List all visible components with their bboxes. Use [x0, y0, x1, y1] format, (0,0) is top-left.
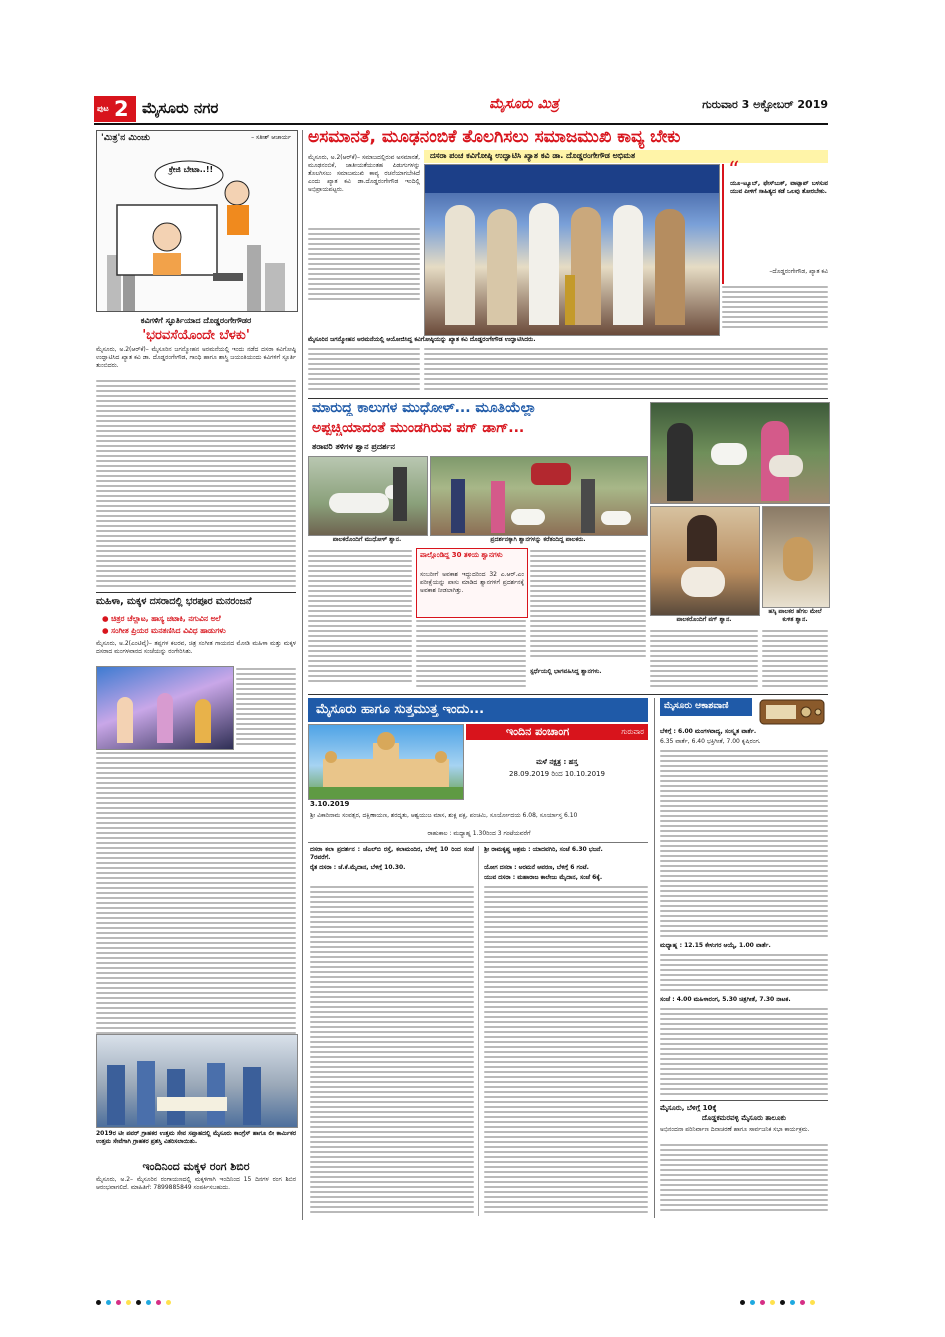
bottom-left-caption: 2019ರ ಟೀ ಪವರ್ ಗ್ರಾಹಕರ ಉತ್ತಮ ಸೇವ ಸಪ್ತಾಹದಲ್ಲಿ ಮೈಸೂರು ಕಾಂಗ್ರೆಸ್ ಹಾಗೂ ಲೀ ಕಾರ್ಮಿಕರ ಉತ್ತಮ ಸೇವೆಗಾಗಿ ಗ್ರಾಹಕರ ಪ್ರಶಸ್ತಿ ವಿತರಿಸಲಾಯಿತು.: [96, 1130, 296, 1145]
radio-line-3: ಮಧ್ಯಾಹ್ನ : 12.15 ಕೇಳುಗರ ಆಯ್ಕೆ, 1.00 ವಾರ್ತೆ.: [660, 942, 771, 949]
cartoon-speech-bubble: ಕ್ರೇಜಿ ಬೇಟಾ..!!: [168, 165, 214, 174]
paper-name: ಮೈಸೂರು ಮಿತ್ರ: [489, 96, 559, 112]
dog-story-col2: [416, 620, 526, 690]
panchanga-date-left: 3.10.2019: [310, 800, 350, 808]
event-3: ಶ್ರೀ ರಾಮಕೃಷ್ಣ ಆಶ್ರಮ : ಯಾದವಗಿರಿ, ಸಂಜೆ 6.30 ಭಜನೆ.: [484, 846, 603, 853]
left-story-body: [96, 380, 296, 590]
dog-photo-group: [430, 456, 648, 536]
women-story-headline: ಮಹಿಳಾ, ಮಕ್ಕಳ ದಸರಾದಲ್ಲಿ ಭರಪೂರ ಮನರಂಜನೆ: [96, 596, 252, 607]
women-story-rule: [96, 592, 296, 593]
main-subhead: ದಸರಾ ಪಂಚ ಕವಿಗೋಷ್ಠಿ ಉದ್ಘಾಟಿಸಿ ಖ್ಯಾತ ಕವಿ ಡಾ. ದೊಡ್ಡರಂಗೇಗೌಡ ಅಭಿಮತ: [430, 151, 636, 160]
women-story-bullet-1: ● ಚಿತ್ರರ ಚೆಲ್ಲಾಟ, ಹಾಸ್ಯ ಚಟಾಕಿ, ನಗುವಿನ ಅಲೆ: [102, 614, 221, 623]
main-story-col1: [308, 228, 420, 302]
radio-icon: [758, 696, 826, 726]
dog-info-title: ಪಾಲ್ಗೊಂಡಿದ್ದ 30 ತಳಿಯ ಶ್ವಾನಗಳು: [420, 551, 503, 559]
dog-subhead: ತರಾವರಿ ತಳಿಗಳ ಶ್ವಾನ ಪ್ರದರ್ಶನ: [312, 442, 395, 451]
dog-photo-mudhol: [308, 456, 428, 536]
page-label: ಪುಟ: [97, 104, 109, 113]
page-number-box: [94, 96, 136, 122]
dog-story-col5: [762, 630, 828, 690]
radio-title: ಮೈಸೂರು ಆಕಾಶವಾಣಿ: [664, 701, 729, 711]
main-story-lead: ಮೈಸೂರು, ಅ.2(ಆರ್‌ಕೆ)– ಸಮಾಜದಲ್ಲಿರುವ ಅಸಮಾನತೆ, ಮೂಢನಂಬಿಕೆ, ಜಾತೀಯತೆಯಂತಹ ಪಿಡುಗುಗಳನ್ನು ತೊಲಗಿಸಲು ಸಮಾಜಮುಖಿ ಕಾವ್ಯ ರಚನೆಯಾಗಬೇಕಿದೆ ಎಂದು ಖ್ಯಾತ ಕವಿ ಡಾ.ದೊಡ್ಡರಂಗೇಗೌಡ ಇಂದಿಲ್ಲಿ ಅಭಿಪ್ರಾಯಪಟ್ಟರು.: [308, 154, 420, 193]
palace-illustration: [309, 725, 463, 799]
dog-story-rule: [308, 398, 828, 399]
quote-box: [722, 158, 830, 284]
women-story-lead: ಮೈಸೂರು, ಅ.2(ಎಂಟಿವೈ)– ತಪ್ಪಗಳ ಕಲರವ, ಚಿತ್ರ ಸಂಗೀತ ಗಾಯನದ ಮೋಡಿ ಮಹಿಳಾ ಮತ್ತು ಮಕ್ಕಳ ದಸರಾದ ಮಂಗಳವಾರದ ಸಂಜೆಯನ್ನು ರಂಗೇರಿಸಿತು.: [96, 640, 296, 655]
women-story-bullet-2: ● ಸಂಗೀತ ಪ್ರಿಯರ ಮನತಣಿಸಿದ ವಿವಿಧ ಹಾಡುಗಳು: [102, 626, 226, 635]
dog-headline-2: ಅಪ್ಪಚ್ಚಿಯಾದಂತೆ ಮುಂಡಗಿರುವ ಪಗ್ ಡಾಗ್...: [312, 420, 525, 436]
dog-info-text: ಸಂಬರೀಗೆ ಅವಕಾಶ ಇದ್ದುದರಿಂದ 32 ಎ.ಆರ್.ಎಂ ಪರೀಕ್ಷೆಯನ್ನು ಪಾಸು ಮಾಡಿದ ಶ್ವಾನಗಳಿಗೆ ಪ್ರದರ್ಶನಕ್ಕೆ ಅವಕಾಶ ನೀಡಲಾಗಿತ್ತು.: [420, 571, 524, 594]
column-divider: [302, 130, 303, 1220]
event-4: ಯೋಗ ದಸರಾ : ಅರಮನೆ ಆವರಣ, ಬೆಳಿಗ್ಗೆ 6 ಗಂಟೆ.: [484, 864, 589, 871]
cartoon-title: 'ಮಿತ್ರ'ನ ಮಿಂಚು: [101, 133, 151, 143]
page-number: 2: [114, 97, 129, 121]
section-title: ಮೈಸೂರು ನಗರ: [142, 99, 219, 117]
women-story-bullet-2-text: ಸಂಗೀತ ಪ್ರಿಯರ ಮನತಣಿಸಿದ ವಿವಿಧ ಹಾಡುಗಳು: [111, 626, 226, 635]
events-col-divider: [478, 846, 479, 1216]
radio-schedule-1: [660, 750, 828, 940]
radio-footer-rule: [660, 1100, 828, 1101]
registration-dots-left: [96, 1290, 176, 1296]
radio-line-1: ಬೆಳಿಗ್ಗೆ : 6.00 ಮಂಗಳವಾದ್ಯ, ಸಂಸ್ಕೃತ ವಾರ್ತೆ.: [660, 728, 757, 735]
radio-footer-title: ಮೈಸೂರು, ಬೆಳಿಗ್ಗೆ 10ಕ್ಕೆ: [660, 1104, 717, 1112]
dog-caption-1: ಪಾಲಕರೊಂದಿಗೆ ಮುಧೋಳ್ ಶ್ವಾನ.: [332, 536, 402, 543]
women-story-photo: [96, 666, 234, 750]
bottom-left-headline: ಇಂದಿನಿಂದ ಮಕ್ಕಳ ರಂಗ ಶಿಬಿರ: [142, 1160, 250, 1173]
quote-mark: “: [728, 158, 740, 183]
panchanga-band: [466, 724, 648, 740]
women-story-side-text: [236, 668, 296, 750]
radio-footer-text: [660, 1144, 828, 1216]
event-5: ಯುವ ದಸರಾ : ಮಹಾರಾಜ ಕಾಲೇಜು ಮೈದಾನ, ಸಂಜೆ 6ಕ್ಕೆ.: [484, 874, 603, 881]
dog-photo-pug: [650, 506, 760, 616]
events-col-right: [484, 886, 648, 1216]
dog-caption-3: ಪಾಲಕರೊಂದಿಗೆ ಪಗ್ ಶ್ವಾನ.: [676, 616, 732, 623]
cartoon-box: [96, 130, 298, 312]
radio-line-2: 6.35 ವಾರ್ತೆ, 6.40 ಭಕ್ತಿಗೀತೆ, 7.00 ಕೃಷಿರಂಗ.: [660, 738, 761, 745]
main-story-photo: [424, 164, 720, 336]
dog-story-col3: [530, 550, 646, 660]
panchanga-range: 28.09.2019 ರಿಂದ 10.10.2019: [509, 770, 605, 778]
left-story-kicker: ಕವಿಗಳಿಗೆ ಸ್ಫೂರ್ತಿಯಾದ ದೊಡ್ಡರಂಗೇಗೌಡರ: [140, 316, 252, 325]
women-story-bullet-1-text: ಚಿತ್ರರ ಚೆಲ್ಲಾಟ, ಹಾಸ್ಯ ಚಟಾಕಿ, ನಗುವಿನ ಅಲೆ: [111, 614, 221, 623]
dog-headline-1: ಮಾರುದ್ದ ಕಾಲುಗಳ ಮುಧೋಳ್... ಮೂತಿಯೆಲ್ಲಾ: [312, 400, 537, 416]
main-story-col1-bottom: [308, 348, 420, 396]
dog-caption-4: ಸ್ಪರ್ಧೆಯಲ್ಲಿ ಭಾಗವಹಿಸಿದ್ದ ಶ್ವಾನಗಳು.: [530, 668, 602, 675]
dog-info-box: [416, 548, 528, 618]
main-story-col-right: [722, 286, 828, 334]
left-story-lead: ಮೈಸೂರು, ಅ.2(ಆರ್‌ಕೆ)– ಮೈಸೂರಿನ ಜಗನ್ಮೋಹನ ಅರಮನೆಯಲ್ಲಿ ಇಂದು ನಡೆದ ದಸರಾ ಕವಿಗೋಷ್ಠಿ ಉದ್ಘಾಟಿಸಿದ ಖ್ಯಾತ ಕವಿ ಡಾ. ದೊಡ್ಡರಂಗೇಗೌಡ, ಗಾಂಧಿ ಹಾಗೂ ಶಾಸ್ತ್ರಿ ಜಯಂತಿಯಂದು ಕವಿಗಳಿಗೆ ಸ್ಫೂರ್ತಿ ತುಂಬಿದರು.: [96, 346, 296, 369]
radio-schedule-2: [660, 954, 828, 994]
event-1: ದಸರಾ ಕಲಾ ಪ್ರದರ್ಶನ : ಜೆಎಲ್‌ಬಿ ರಸ್ತೆ, ಕಲಾಮಂದಿರ, ಬೆಳಿಗ್ಗೆ 10 ರಿಂದ ಸಂಜೆ 7ರವರೆಗೆ.: [310, 846, 474, 861]
mysore-today-title: ಮೈಸೂರು ಹಾಗೂ ಸುತ್ತಮುತ್ತ ಇಂದು...: [316, 702, 485, 717]
left-story-headline: 'ಭರವಸೆಯೊಂದೇ ಬೆಳಕು': [142, 328, 250, 343]
mysore-today-title-band: [308, 698, 648, 722]
quote-attribution: –ದೊಡ್ಡರಂಗೇಗೌಡ, ಖ್ಯಾತ ಕವಿ: [769, 268, 828, 275]
main-subhead-band: [424, 150, 828, 163]
dog-caption-2: ಪ್ರದರ್ಶನಕ್ಕಾಗಿ ಶ್ವಾನಗಳನ್ನು ಕರೆತಂದಿದ್ದ ಪಾಲಕರು.: [490, 536, 586, 543]
panchanga-day: ಗುರುವಾರ: [621, 728, 644, 736]
registration-dots-right: [740, 1290, 820, 1296]
cartoon-artist: – ಸತೀಶ್ ಆಚಾರ್ಯ: [251, 134, 291, 141]
mysore-today-rule: [308, 694, 828, 695]
newspaper-page: [94, 90, 828, 1230]
events-rule: [308, 842, 648, 843]
radio-footer-body: ಅಭಿನಂದನಾ ಪರಿನಿರ್ವಾಣ ದಿನಾಚರಣೆ ಹಾಗೂ ಸಾರ್ವಜನಿಕ ಸಭಾ ಕಾರ್ಯಕ್ರಮ.: [660, 1126, 810, 1133]
panchanga-line-1: ಶ್ರೀ ವಿಕಾರಿನಾಮ ಸಂವತ್ಸರ, ದಕ್ಷಿಣಾಯಣ, ಶರದೃತು, ಆಶ್ವಯುಜ ಮಾಸ, ಶುಕ್ಲ ಪಕ್ಷ, ಪಂಚಮಿ, ಸೂರ್ಯೋದಯ 6.08, ಸೂರ್ಯಾಸ್ತ 6.10: [310, 812, 578, 819]
panchanga-title: ಇಂದಿನ ಪಂಚಾಂಗ: [506, 725, 570, 738]
radio-schedule-3: [660, 1008, 828, 1098]
radio-title-band: [660, 698, 752, 716]
dog-story-col4: [650, 630, 758, 690]
main-photo-caption: ಮೈಸೂರಿನ ಜಗನ್ಮೋಹನ ಅರಮನೆಯಲ್ಲಿ ಆಯೋಜಿಸಿದ್ದ ಕವಿಗೋಷ್ಠಿಯನ್ನು ಖ್ಯಾತ ಕವಿ ದೊಡ್ಡರಂಗೇಗೌಡ ಉದ್ಘಾಟಿಸಿದರು.: [308, 336, 536, 343]
radio-line-4: ಸಂಜೆ : 4.00 ಮಹಿಳಾರಂಗ, 5.30 ಚಿತ್ರಗೀತೆ, 7.30 ನಾಟಕ.: [660, 996, 791, 1003]
panchanga-line-2: ರಾಹುಕಾಲ : ಮಧ್ಯಾಹ್ನ 1.30ರಿಂದ 3 ಗಂಟೆಯವರೆಗೆ: [427, 830, 531, 837]
dog-story-col1: [308, 550, 412, 688]
main-headline: ಅಸಮಾನತೆ, ಮೂಢನಂಬಿಕೆ ತೊಲಗಿಸಲು ಸಮಾಜಮುಖಿ ಕಾವ್ಯ ಬೇಕು: [308, 127, 681, 147]
bottom-left-body: ಮೈಸೂರು, ಅ.2– ಮೈಸೂರಿನ ರಂಗಾಯಣದಲ್ಲಿ ಮಕ್ಕಳಿಗಾಗಿ ಇಂದಿನಿಂದ 15 ದಿನಗಳ ರಂಗ ಶಿಬಿರ ಆರಂಭವಾಗಲಿದೆ. ಮಾಹಿತಿಗೆ: 7899885849 ಸಂಪರ್ಕಿಸಬಹುದು.: [96, 1176, 296, 1191]
dog-photo-top-right: [650, 402, 830, 504]
issue-date: ಗುರುವಾರ 3 ಅಕ್ಟೋಬರ್ 2019: [702, 98, 828, 111]
events-col-left: [310, 886, 474, 1216]
dog-caption-5: ಹಸ್ಕಿ ಪಾಲಕರ ಹೆಗಲ ಮೇಲೆ ಕುಳಿತ ಶ್ವಾನ.: [768, 608, 822, 623]
main-story-bottom-cols: [424, 348, 828, 396]
event-2: ರೈತ ದಸರಾ : ಜೆ.ಕೆ.ಮೈದಾನ, ಬೆಳಿಗ್ಗೆ 10.30.: [310, 864, 406, 871]
dog-photo-husky: [762, 506, 830, 608]
radio-footer-sub: ದೊಡ್ಡಕಮರವಳ್ಳಿ ಮೈಸೂರು ತಾಲೂಕು: [702, 1114, 786, 1122]
quote-text: ಯೂ–ಟ್ಯೂಬ್, ಫೇಸ್‌ಬುಕ್, ವಾಟ್ಸಾಪ್ ಬಳಸುವ ಯುವ ಪೀಳಿಗೆ ಸಾಹಿತ್ಯದ ಕಡೆ ಒಲವು ತೋರಬೇಕು.: [730, 180, 828, 195]
bottom-left-photo: [96, 1034, 298, 1128]
radio-divider: [654, 698, 655, 1218]
panchanga-nakshatra: ಮಳೆ ನಕ್ಷತ್ರ : ಹಸ್ತ: [536, 758, 578, 766]
palace-photo: [308, 724, 464, 800]
